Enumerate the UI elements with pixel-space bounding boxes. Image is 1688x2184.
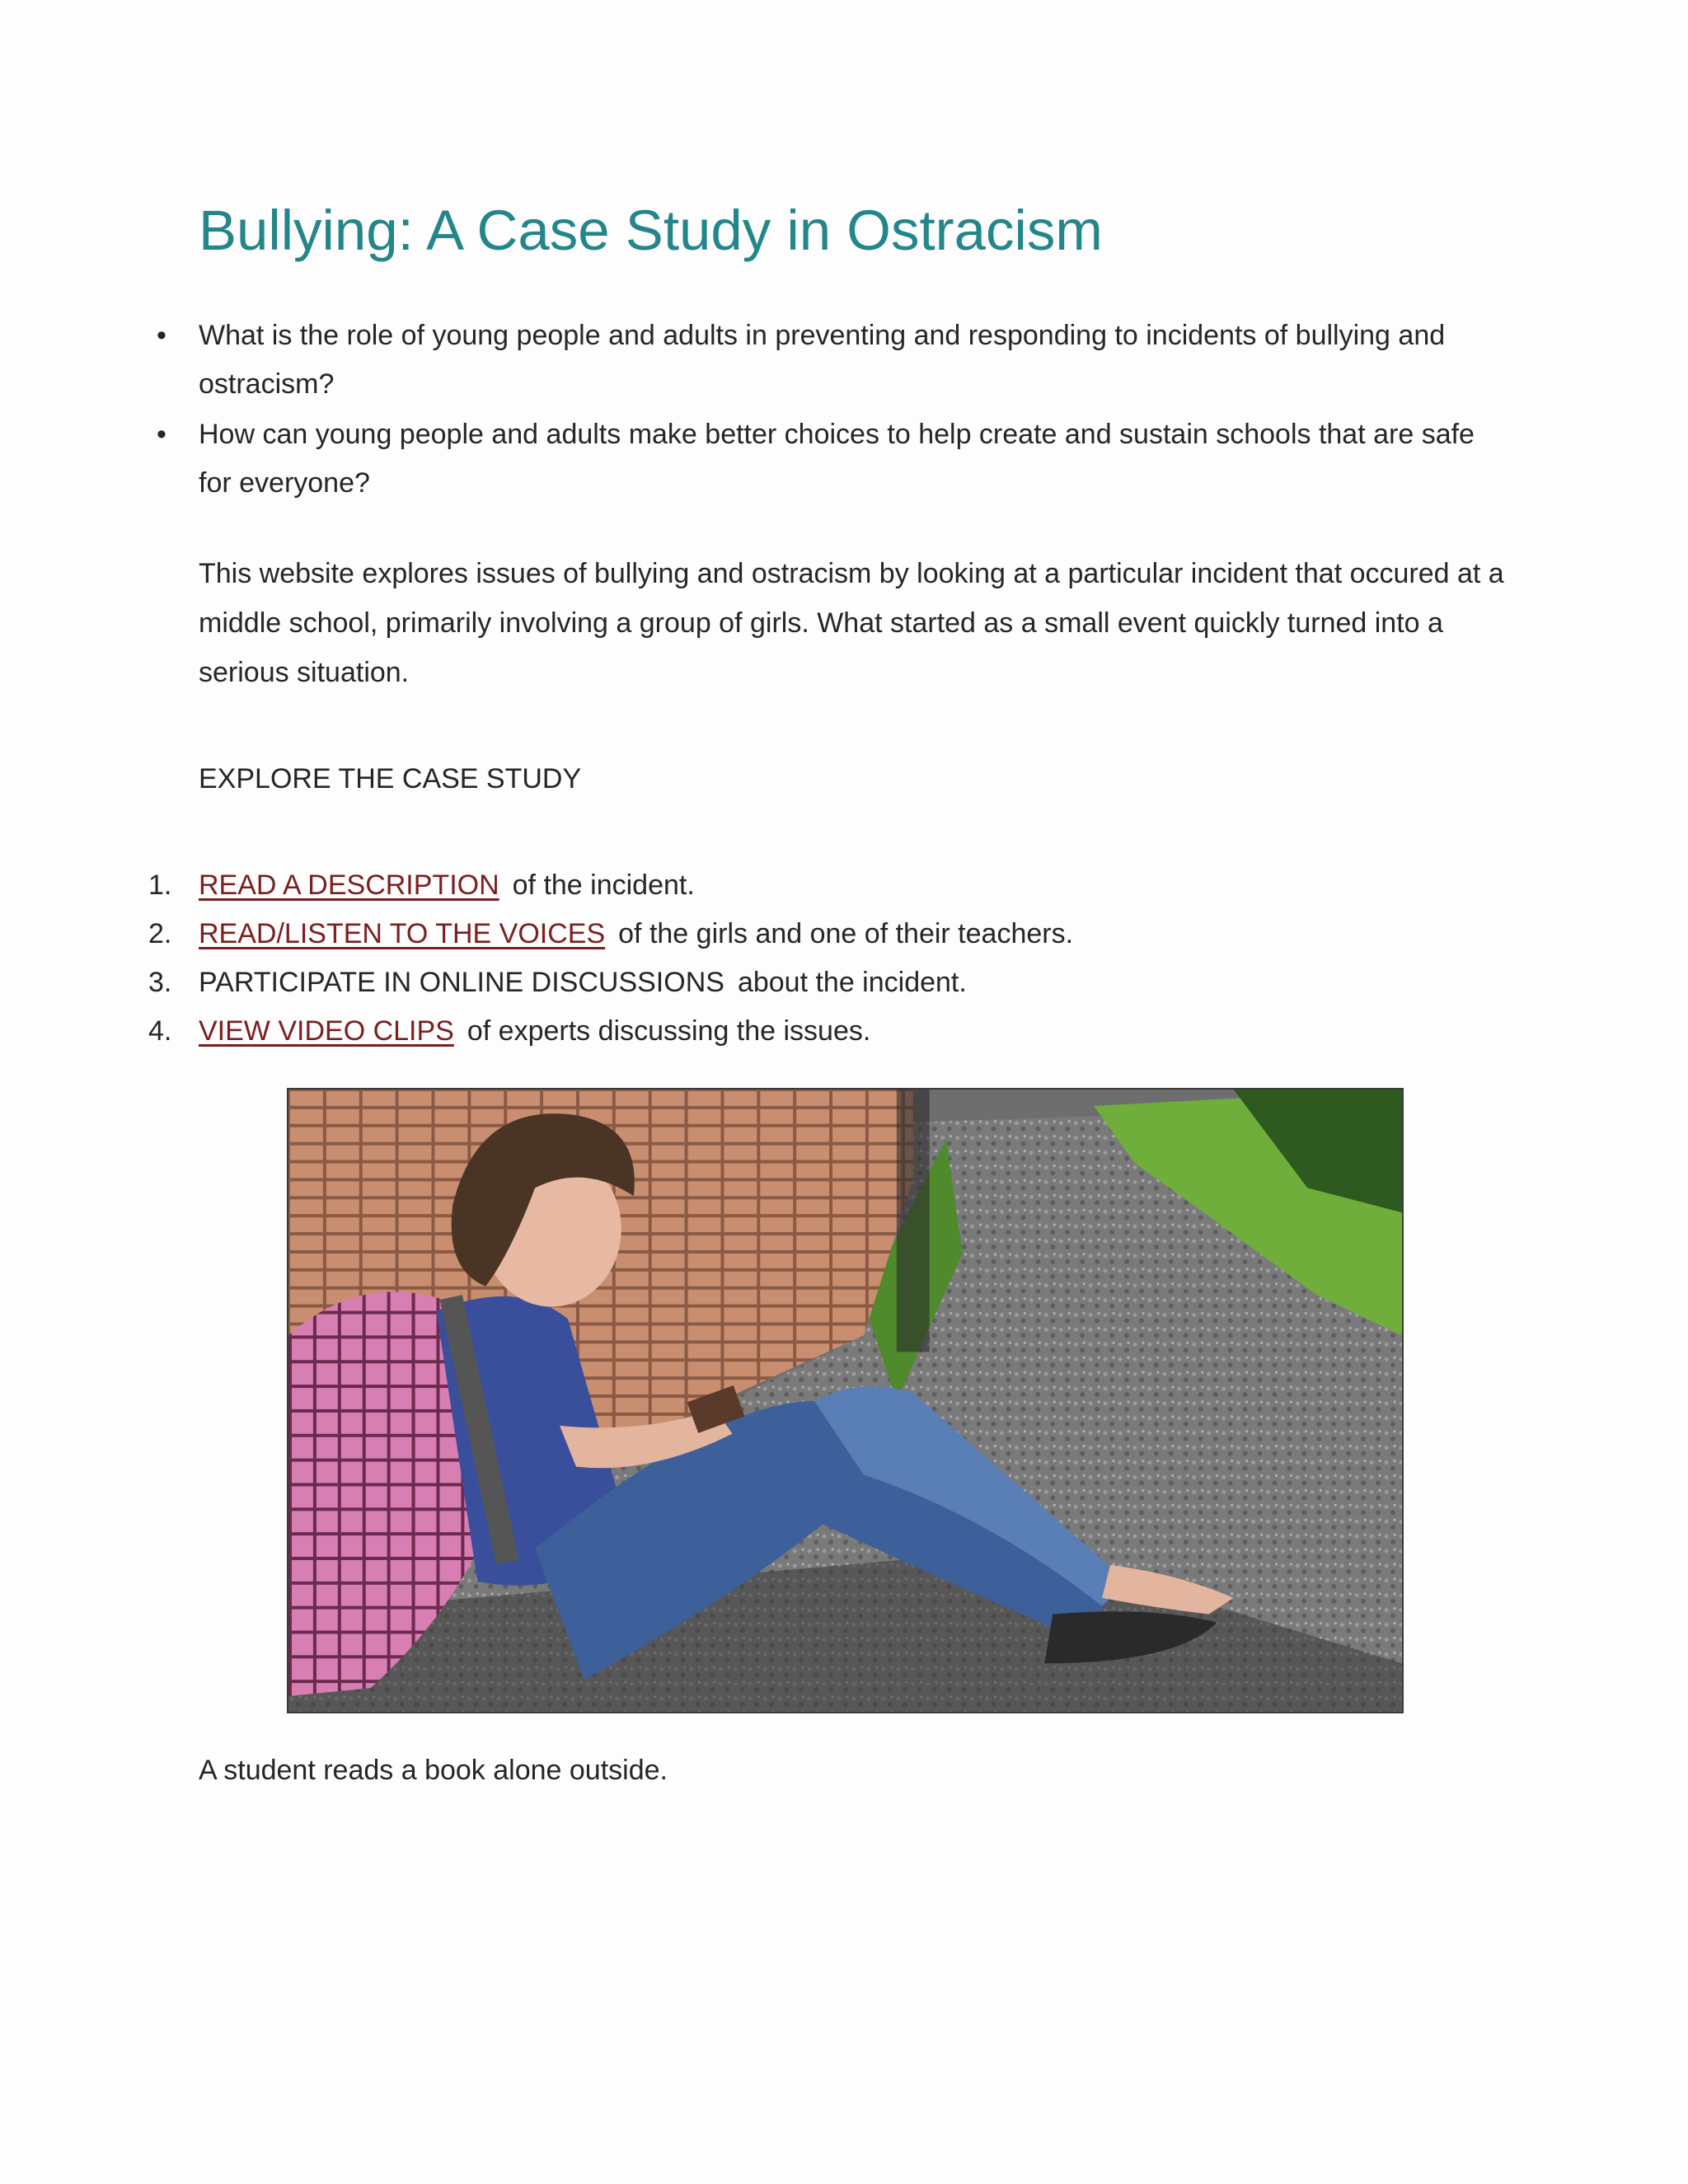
list-item [0,410,1501,508]
list-item [0,958,1073,1007]
question-text: What is the role of young people and adults in preventing and responding to incidents of bullying and ostracism? [199,320,1446,400]
explore-heading: EXPLORE THE CASE STUDY [199,763,582,794]
list-item [0,1007,1073,1056]
student-photo [287,1088,1404,1713]
step-text: of experts discussing the issues. [467,1015,871,1047]
photo-caption: A student reads a book alone outside. [199,1755,668,1786]
step-text: of the girls and one of their teachers. [618,918,1074,949]
student-illustration [288,1090,1402,1712]
step-text: of the incident. [512,869,695,901]
bullet-icon: • [157,419,166,450]
step-number: 1. [148,869,172,901]
case-study-steps [0,861,1073,1056]
bullet-icon: • [157,320,166,351]
step-number: 2. [148,918,172,949]
online-discussions-label: PARTICIPATE IN ONLINE DISCUSSIONS [199,967,724,998]
step-number: 3. [148,967,172,998]
list-item [0,861,1073,910]
intro-paragraph: This website explores issues of bullying and ostracism by looking at a particular incident that occured at a middle school, primarily involving a group of girls. What started as a small event quickly turned into a serious situation. [199,558,1504,688]
read-description-link[interactable]: READ A DESCRIPTION [199,869,499,901]
read-listen-voices-link[interactable]: READ/LISTEN TO THE VOICES [199,918,606,949]
question-text: How can young people and adults make better choices to help create and sustain schools that are safe for everyone? [199,419,1475,499]
view-video-clips-link[interactable]: VIEW VIDEO CLIPS [199,1015,454,1047]
step-text: about the incident. [737,967,967,998]
step-number: 4. [148,1015,172,1047]
page-title: Bullying: A Case Study in Ostracism [199,199,1103,262]
guiding-questions-list [0,312,1501,509]
list-item [0,312,1501,409]
list-item [0,910,1073,958]
